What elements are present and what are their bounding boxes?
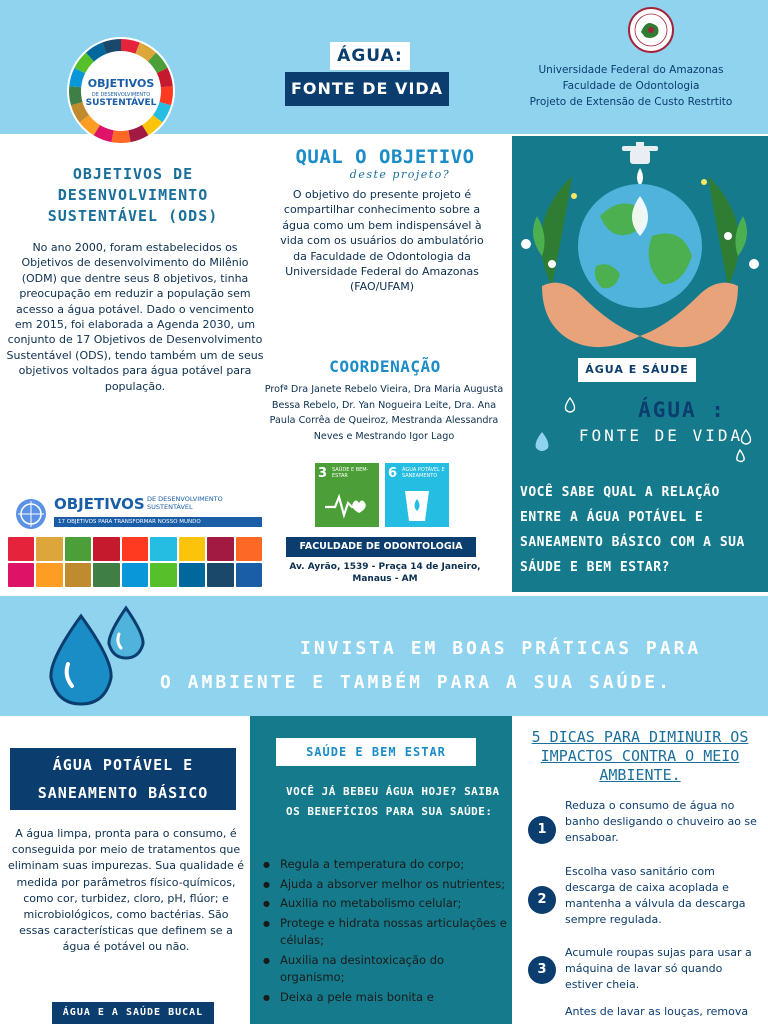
sdg-goal-tile	[150, 563, 176, 587]
sdg-goal-tile	[207, 537, 233, 561]
sdg6-number: 6	[388, 466, 398, 481]
list-item: ● Ajuda a absorver melhor os nutrientes;	[262, 876, 508, 894]
oral-health-label: ÁGUA E A SAÚDE BUCAL	[52, 1002, 214, 1024]
sdg-goal-tile	[179, 563, 205, 587]
sdg-goal-tile	[122, 563, 148, 587]
tip-text-1: Reduza o consumo de água no banho desligando o chuveiro ao se ensaboar.	[565, 799, 757, 844]
benefits-list	[262, 856, 508, 1008]
tip-text-2: Escolha vaso sanitário com descarga de caixa acoplada e mantenha a válvula da descarga sempre regulada.	[565, 865, 746, 926]
sdg-goal-tile	[93, 563, 119, 587]
sdg-goal-tile	[122, 537, 148, 561]
sdg-goal-tile	[207, 563, 233, 587]
wheel-segment	[159, 86, 173, 105]
list-item: ● Protege e hidrata nossas articulações e células;	[262, 915, 508, 950]
earth-hands-illustration	[512, 136, 768, 356]
wheel-text-sub: SUSTENTÁVEL	[85, 98, 157, 108]
sdg3-label: SAÚDE E BEM-ESTAR	[332, 467, 369, 479]
tips-heading: 5 DICAS PARA DIMINUIR OS IMPACTOS CONTRA O MEIO AMBIENTE.	[531, 728, 749, 784]
sdg3-tile	[315, 463, 379, 527]
sdg-goal-tile	[150, 537, 176, 561]
list-item: ● Regula a temperatura do corpo;	[262, 856, 508, 874]
sdg-goal-tile	[8, 563, 34, 587]
tip-text-4: Antes de lavar as louças, remova	[565, 1005, 749, 1018]
potable-water-title: ÁGUA POTÁVEL E SANEAMENTO BÁSICO	[10, 748, 236, 810]
tip-number-2: 2	[528, 886, 556, 914]
university-logo	[620, 6, 682, 54]
title-fonte-de-vida: FONTE DE VIDA	[285, 72, 449, 106]
list-item: ● Deixa a pele mais bonita e	[262, 989, 508, 1007]
potable-water-text: A água limpa, pronta para o consumo, é conseguida por meio de tratamentos que eliminam suas impurezas. Sua qualidade é medida por parâmetros físico-químicos, como cor, turbidez, cloro, pH, flúor; e microbiológicos, como bactérias. São essas características que definem se a água é potável ou não.	[8, 827, 244, 954]
project-name: Projeto de Extensão de Custo Restrtito	[529, 96, 733, 108]
sdg-goal-tile	[8, 537, 34, 561]
sdg3-number: 3	[318, 466, 328, 481]
objective-heading: QUAL O OBJETIVO	[295, 146, 475, 168]
sdg-goal-tile	[65, 563, 91, 587]
big-water-drops-icon	[36, 604, 166, 714]
wheel-segment	[69, 86, 83, 105]
panel-question: VOCÊ SABE QUAL A RELAÇÃO ENTRE A ÁGUA POTÁVEL E SANEAMENTO BÁSICO COM A SUA SÁUDE E BEM ESTAR?	[520, 485, 745, 575]
water-glass-icon	[403, 487, 431, 523]
list-item: ● Auxilia no metabolismo celular;	[262, 895, 508, 913]
coordination-text: Profª Dra Janete Rebelo Vieira, Dra Maria Augusta Bessa Rebelo, Dr. Yan Nogueira Leite, Dra. Ana Paula Corrêa de Queiroz, Mestranda Alessandra Neves e Mestrando Igor Lago	[264, 384, 504, 442]
sdg-goal-tile	[236, 537, 262, 561]
sdg6-tile	[385, 463, 449, 527]
sdg-goal-tile	[93, 537, 119, 561]
wheel-segment	[111, 130, 130, 143]
faculty-label: FACULDADE DE ODONTOLOGIA	[286, 537, 476, 557]
university-name: Universidade Federal do Amazonas	[538, 64, 724, 76]
tip-number-3: 3	[528, 956, 556, 984]
un-emblem-icon	[14, 497, 48, 531]
objective-subheading: deste projeto?	[349, 168, 451, 181]
objective-text: O objetivo do presente projeto é compartilhar conhecimento sobre a água como um bem indispensável à vida com os usuários do ambulatório da Faculdade de Odontologia da Universidade Federal do Amazonas (FAO/UFAM)	[280, 188, 484, 294]
sdg-goal-tile	[36, 563, 62, 587]
list-item: ● Auxilia na desintoxicação do organismo;	[262, 952, 508, 987]
sdg-goal-tile	[36, 537, 62, 561]
agua-saude-badge: ÁGUA E SÁUDE	[578, 358, 696, 382]
ods-logo-sub: DE DESENVOLVIMENTO SUSTENTÁVEL	[147, 495, 223, 511]
sdg-goal-tile	[236, 563, 262, 587]
sdg-goals-grid	[8, 537, 262, 587]
ods-logo-main: OBJETIVOS	[54, 495, 145, 513]
sdg6-label: ÁGUA POTÁVEL E SANEAMENTO	[402, 467, 445, 479]
panel-fonte-title: FONTE DE VIDA	[578, 426, 744, 445]
health-title: SAÚDE E BEM ESTAR	[276, 738, 476, 766]
banner-line-1: INVISTA EM BOAS PRÁTICAS PARA	[300, 638, 702, 659]
coordination-heading: COORDENAÇÃO	[329, 357, 441, 376]
health-question: VOCÊ JÁ BEBEU ÁGUA HOJE? SAIBA OS BENEFÍCIOS PARA SUA SAÚDE:	[286, 785, 500, 818]
sdg-goal-tile	[179, 537, 205, 561]
panel-agua-title: ÁGUA :	[638, 398, 726, 422]
sdg-wheel-logo	[66, 36, 176, 146]
wheel-text-main: OBJETIVOS	[87, 77, 155, 90]
sdg-goal-tile	[65, 537, 91, 561]
ods-logo-bar: 17 OBJETIVOS PARA TRANSFORMAR NOSSO MUNDO	[54, 517, 262, 527]
wheel-text-small: DE DESENVOLVIMENTO	[91, 92, 151, 98]
tip-number-1: 1	[528, 816, 556, 844]
address-text: Av. Ayrão, 1539 - Praça 14 de Janeiro, Manaus - AM	[289, 562, 481, 584]
heart-pulse-icon	[325, 491, 369, 519]
ods-text: No ano 2000, foram estabelecidos os Objetivos de desenvolvimento do Milênio (ODM) que dentre seus 8 objetivos, tinha preocupação em reduzir a população sem acesso a água potável. Dado o vencimento em 2015, foi elaborada a Agenda 2030, um conjunto de 17 Objetivos de Desenvolvimento Sustentável (ODS), tendo também um de seus objetivos voltados para água potável para população.	[6, 241, 264, 393]
ods-heading: OBJETIVOS DE DESENVOLVIMENTO SUSTENTÁVEL (ODS)	[47, 165, 219, 225]
tip-text-3: Acumule roupas sujas para usar a máquina de lavar só quando estiver cheia.	[565, 946, 752, 991]
faculty-name: Faculdade de Odontologia	[562, 80, 700, 92]
title-agua: ÁGUA:	[330, 42, 410, 70]
banner-line-2: O AMBIENTE E TAMBÉM PARA A SUA SAÚDE.	[160, 672, 672, 693]
